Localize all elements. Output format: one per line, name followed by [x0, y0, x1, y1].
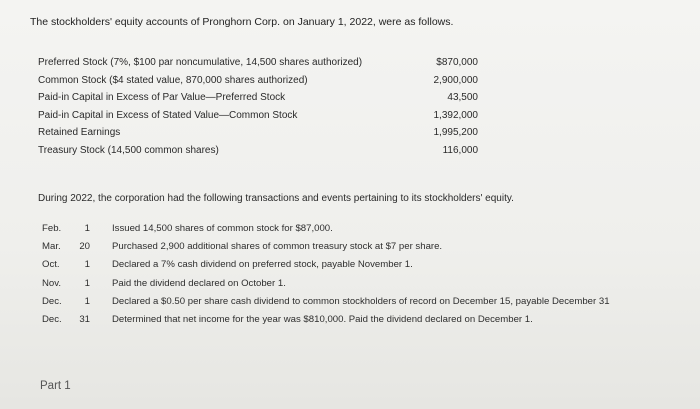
- transaction-description: Paid the dividend declared on October 1.: [112, 277, 286, 289]
- account-value: 1,392,000: [433, 109, 478, 121]
- transaction-description: Issued 14,500 shares of common stock for $87,000.: [112, 223, 333, 234]
- account-name: Preferred Stock (7%, $100 par noncumulative, 14,500 shares authorized): [38, 57, 363, 68]
- account-row: [38, 143, 478, 161]
- transaction-description: Declared a $0.50 per share cash dividend to common stockholders of record on December 15, payable December 31: [112, 295, 610, 307]
- transactions-intro: During 2022, the corporation had the following transactions and events pertaining to its stockholders' equity.: [38, 193, 514, 204]
- transaction-row: [42, 295, 682, 313]
- transaction-day: 1: [84, 277, 90, 289]
- account-name: Treasury Stock (14,500 common shares): [38, 144, 219, 156]
- transaction-month: Oct.: [42, 259, 60, 271]
- transaction-row: [42, 277, 682, 295]
- accounts-list: [38, 55, 478, 161]
- account-name: Paid-in Capital in Excess of Stated Value—Common Stock: [38, 109, 298, 121]
- account-row: [38, 125, 478, 143]
- account-name: Common Stock ($4 stated value, 870,000 shares authorized): [38, 74, 308, 86]
- account-value: 43,500: [447, 92, 478, 104]
- transaction-description: Determined that net income for the year was $810,000. Paid the dividend declared on December 1.: [112, 313, 533, 325]
- transaction-month: Feb.: [42, 223, 62, 234]
- account-name: Paid-in Capital in Excess of Par Value—Preferred Stock: [38, 92, 286, 104]
- intro-text: The stockholders' equity accounts of Pronghorn Corp. on January 1, 2022, were as follows.: [30, 16, 454, 28]
- transaction-day: 1: [84, 223, 90, 234]
- account-row: [38, 90, 478, 108]
- transactions-list: [42, 222, 682, 331]
- transaction-day: 1: [84, 259, 90, 271]
- transaction-description: Declared a 7% cash dividend on preferred stock, payable November 1.: [112, 259, 413, 271]
- transaction-row: [42, 313, 682, 331]
- part-label[interactable]: Part 1: [40, 380, 71, 392]
- transaction-day: 31: [79, 313, 90, 325]
- transaction-description: Purchased 2,900 additional shares of common treasury stock at $7 per share.: [112, 241, 443, 253]
- account-name: Retained Earnings: [38, 127, 121, 139]
- account-row: [38, 55, 478, 73]
- account-value: $870,000: [436, 57, 478, 68]
- transaction-month: Dec.: [42, 295, 62, 307]
- transaction-day: 20: [79, 241, 90, 253]
- account-value: 116,000: [442, 144, 478, 156]
- transaction-month: Dec.: [42, 313, 62, 325]
- account-row: [38, 73, 478, 91]
- account-value: 1,995,200: [433, 127, 478, 139]
- transaction-row: [42, 258, 682, 276]
- account-row: [38, 108, 478, 126]
- transaction-row: [42, 240, 682, 258]
- transaction-month: Nov.: [42, 277, 62, 289]
- transaction-row: [42, 222, 682, 240]
- transaction-month: Mar.: [42, 241, 61, 253]
- account-value: 2,900,000: [433, 74, 478, 86]
- transaction-day: 1: [84, 295, 90, 307]
